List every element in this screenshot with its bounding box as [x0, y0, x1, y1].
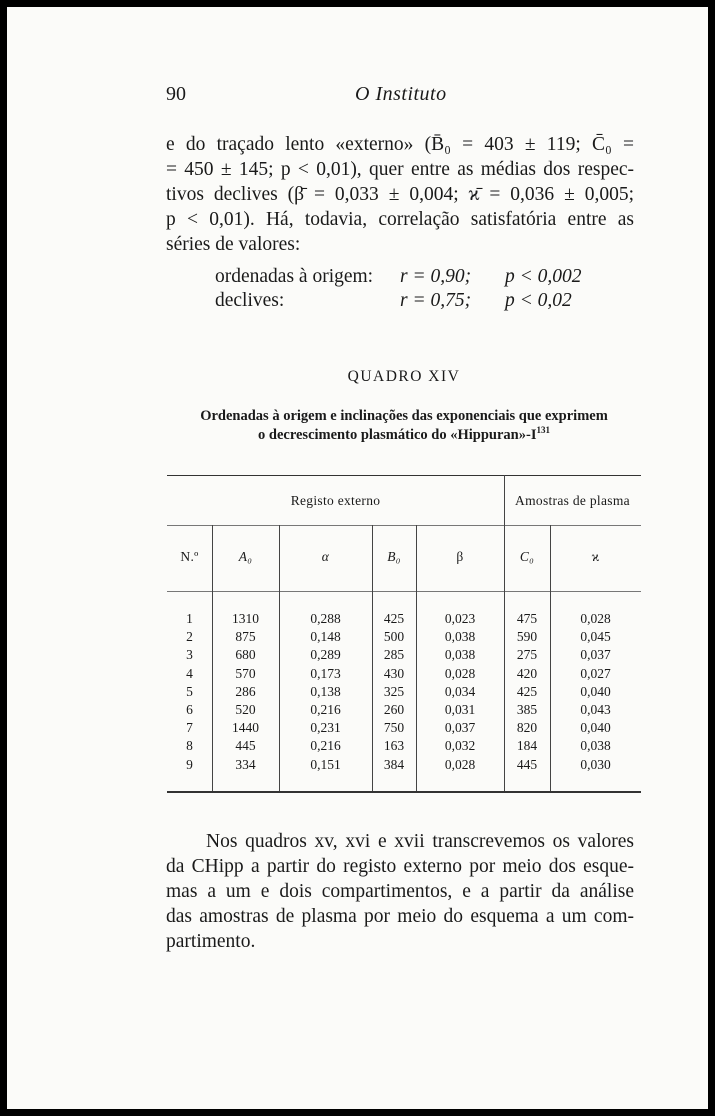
table-title: QUADRO XIV: [347, 368, 461, 385]
table-cell: 750: [383, 720, 405, 736]
text-line: tivos declives (β̄ = 0,033 ± 0,004; ϰ̄ = 0,036 ± 0,005;: [166, 184, 634, 205]
table-cell: 0,148: [310, 629, 341, 645]
text-line: [166, 829, 634, 854]
correlation-r: r = 0,90;: [400, 266, 472, 287]
table-cell: 0,040: [580, 683, 611, 699]
table-cell: 0,031: [444, 702, 476, 717]
correlation-row: [215, 265, 595, 289]
table-cell: 3: [186, 647, 193, 663]
table-cell: 0,173: [310, 665, 341, 681]
table-cell: 1310: [232, 611, 259, 626]
bottom-rule: [167, 791, 641, 793]
table-cell: 9: [186, 756, 193, 772]
table-cell: 420: [516, 665, 538, 681]
table-cell: 0,288: [310, 611, 341, 626]
caption-line-1: Ordenadas à origem e inclinações das exponenciais que exprimem: [200, 408, 608, 424]
table-cell: 1440: [232, 720, 259, 736]
table-cell: 385: [516, 702, 538, 717]
table-cell: 286: [235, 683, 256, 699]
caption-superscript: 131: [536, 425, 550, 436]
table-cell: 820: [516, 720, 538, 736]
table-cell: 570: [235, 665, 256, 681]
table-cell: 0,032: [444, 738, 476, 754]
paragraph-closing: [166, 829, 634, 954]
table-cell: 520: [235, 702, 256, 717]
paragraph-intro: [166, 132, 634, 257]
text-line: partimento.: [166, 931, 256, 952]
table-cell: 425: [516, 683, 538, 699]
table-cell: 0,040: [580, 720, 611, 736]
table-cell: 0,231: [310, 720, 341, 736]
table-cell: 430: [383, 665, 405, 681]
text-line: séries de valores:: [166, 234, 301, 255]
text-line: = 450 ± 145; p < 0,01), quer entre as médias dos respec-: [166, 159, 634, 180]
header-rule: [167, 591, 641, 592]
data-table: [167, 475, 641, 795]
table-cell: 0,043: [580, 702, 611, 717]
table-cell: 445: [516, 756, 538, 772]
group-header-plasma: Amostras de plasma: [515, 493, 630, 508]
text-line: da CHipp a partir do registo externo por meio dos esque-: [166, 856, 634, 877]
table-cell: 680: [235, 647, 256, 663]
col-header-beta: β: [456, 549, 464, 564]
table-cell: 4: [186, 665, 193, 681]
table-cell: 0,216: [310, 702, 341, 717]
correlation-list: [215, 265, 595, 313]
table-cell: 590: [516, 629, 538, 645]
col-header-kappa: ϰ: [591, 549, 600, 564]
table-cell: 0,038: [444, 647, 476, 663]
text-line: p < 0,01). Há, todavia, correlação satisfatória entre as: [166, 209, 634, 230]
col-header-alpha: α: [321, 549, 330, 564]
table-cell: 260: [383, 702, 405, 717]
table-cell: 0,038: [444, 629, 476, 645]
table-cell: 334: [235, 756, 256, 772]
table-cell: 384: [383, 756, 405, 772]
table-cell: 0,216: [310, 738, 341, 754]
correlation-row: [215, 289, 595, 313]
correlation-p: p < 0,002: [505, 266, 582, 287]
table-cell: 475: [516, 611, 538, 626]
table-cell: 0,023: [444, 611, 476, 626]
table-cell: 0,027: [580, 665, 611, 681]
table-cell: 875: [235, 629, 256, 645]
table-cell: 0,138: [310, 683, 341, 699]
text-line: das amostras de plasma por meio do esquema a um com-: [166, 906, 634, 927]
table-cell: 0,151: [310, 756, 341, 772]
correlation-label: ordenadas à origem:: [215, 266, 374, 287]
table-cell: 275: [516, 647, 538, 663]
text-line: mas a um e dois compartimentos, e a partir da análise: [166, 881, 634, 902]
table-cell: 325: [383, 683, 405, 699]
table-cell: 445: [235, 738, 256, 754]
group-rule: [167, 525, 641, 526]
table-cell: 7: [186, 720, 193, 736]
col-header-a0: A₀: [238, 549, 253, 564]
table-cell: 8: [186, 738, 193, 754]
table-cell: 0,038: [580, 738, 611, 754]
group-header-external: Registo externo: [290, 493, 381, 508]
table-cell: 5: [186, 683, 193, 699]
table-caption: [167, 407, 641, 445]
page-number: 90: [166, 83, 186, 105]
table-cell: 0,028: [444, 665, 476, 681]
col-header-no: N.º: [180, 549, 199, 564]
correlation-label: declives:: [215, 290, 285, 311]
table-cell: 6: [186, 702, 193, 717]
table-cell: 0,045: [580, 629, 611, 645]
top-rule: [167, 475, 641, 476]
col-header-c0: C₀: [519, 549, 535, 564]
running-head: O Instituto: [355, 83, 447, 105]
table-cell: 500: [383, 629, 405, 645]
text-line: e do traçado lento «externo» (B̄₀ = 403 ± 119; C̄₀ =: [166, 134, 634, 155]
table-cell: 0,037: [444, 720, 476, 736]
correlation-r: r = 0,75;: [400, 290, 472, 311]
correlation-p: p < 0,02: [505, 290, 572, 311]
table-cell: 0,034: [444, 683, 476, 699]
col-header-b0: B₀: [387, 549, 401, 564]
table-cell: 1: [186, 611, 193, 626]
table-cell: 0,030: [580, 756, 611, 772]
table-cell: 425: [383, 611, 405, 626]
table-cell: 163: [383, 738, 405, 754]
table-cell: 2: [186, 629, 193, 645]
table-cell: 0,037: [580, 647, 611, 663]
page: [7, 7, 708, 1109]
table-cell: 0,028: [444, 756, 476, 772]
table-cell: 285: [383, 647, 405, 663]
text-line-part: Nos quadros xv, xvi e xvii transcrevemos os valores: [206, 831, 634, 852]
table-cell: 0,289: [310, 647, 341, 663]
table-cell: 184: [516, 738, 538, 754]
caption-line-2: o decrescimento plasmático do «Hippuran»-I: [258, 427, 537, 443]
table-cell: 0,028: [580, 611, 611, 626]
